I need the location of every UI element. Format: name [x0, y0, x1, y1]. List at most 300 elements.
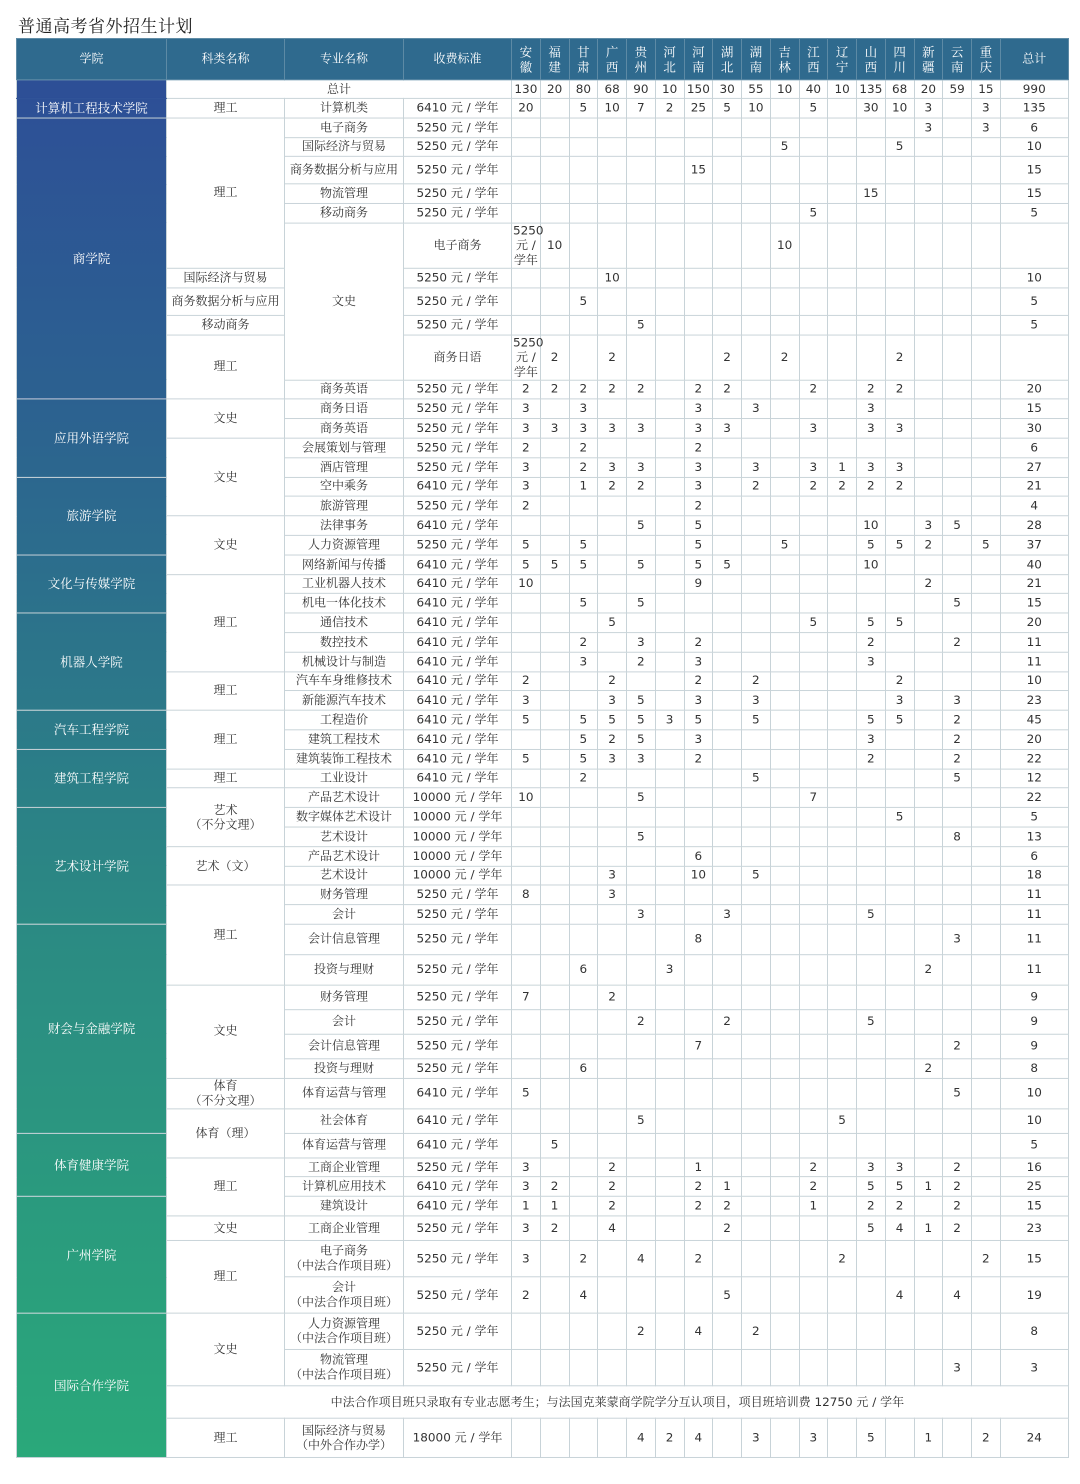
province-quota	[742, 1109, 771, 1134]
province-quota	[569, 268, 598, 287]
major-name: 电子商务	[285, 118, 404, 137]
province-quota	[885, 223, 914, 268]
province-quota	[914, 769, 943, 788]
province-quota	[713, 749, 742, 768]
province-quota	[598, 1034, 627, 1059]
header-province: 贵 州	[627, 38, 656, 79]
province-quota: 1	[684, 1158, 713, 1177]
row-total: 135	[1000, 98, 1068, 117]
province-quota	[914, 710, 943, 729]
province-quota	[972, 827, 1001, 846]
province-quota: 3	[512, 477, 541, 496]
province-quota: 1	[914, 1216, 943, 1241]
province-quota: 2	[512, 438, 541, 457]
row-total: 13	[1000, 827, 1068, 846]
province-quota: 5	[512, 555, 541, 574]
province-quota	[770, 1133, 799, 1158]
province-quota	[799, 905, 828, 924]
province-quota	[713, 1078, 742, 1108]
province-quota	[770, 1313, 799, 1349]
row-total: 30	[1000, 419, 1068, 438]
category-name: 理工	[167, 885, 285, 985]
fee-value: 5250 元 / 学年	[513, 335, 544, 379]
province-quota	[799, 335, 828, 380]
province-quota	[742, 1241, 771, 1277]
fee-value: 5250 元 / 学年	[404, 137, 512, 156]
major-name: 数字媒体艺术设计	[285, 808, 404, 827]
row-total: 11	[1000, 633, 1068, 652]
province-quota	[770, 1158, 799, 1177]
province-quota	[828, 866, 857, 885]
row-total: 4	[1000, 496, 1068, 515]
province-quota: 2	[972, 1418, 1001, 1457]
province-quota	[857, 885, 886, 904]
province-quota	[770, 458, 799, 477]
province-quota	[598, 516, 627, 535]
province-quota: 2	[627, 1313, 656, 1349]
province-quota	[627, 1177, 656, 1196]
table-row	[17, 1078, 1069, 1108]
major-name: 体育运营与管理	[285, 1133, 404, 1158]
province-quota	[799, 827, 828, 846]
province-quota	[885, 574, 914, 593]
province-quota: 2	[684, 1197, 713, 1216]
province-quota: 2	[598, 985, 627, 1010]
province-quota	[684, 268, 713, 287]
province-quota: 5	[569, 555, 598, 574]
province-quota: 2	[512, 671, 541, 690]
row-total: 20	[1000, 613, 1068, 632]
province-quota	[713, 613, 742, 632]
province-quota: 10	[742, 98, 771, 117]
major-name: 空中乘务	[285, 477, 404, 496]
province-quota	[972, 1350, 1001, 1386]
province-quota	[857, 223, 886, 268]
table-row	[17, 1109, 1069, 1134]
province-quota	[512, 157, 541, 184]
major-name: 商务英语	[285, 380, 404, 399]
province-quota	[569, 924, 598, 954]
major-name: 酒店管理	[285, 458, 404, 477]
table-row	[17, 885, 1069, 904]
province-quota	[943, 458, 972, 477]
province-quota	[885, 438, 914, 457]
row-total: 15	[1000, 399, 1068, 418]
province-quota	[972, 315, 1001, 334]
province-quota	[943, 1418, 972, 1457]
province-quota	[627, 118, 656, 137]
province-quota: 5	[943, 594, 972, 613]
table-body	[17, 80, 1069, 1458]
province-quota	[713, 496, 742, 515]
province-quota	[885, 885, 914, 904]
province-quota	[540, 652, 569, 671]
province-quota	[742, 315, 771, 334]
province-quota	[684, 1216, 713, 1241]
province-quota	[914, 496, 943, 515]
fee-value: 6410 元 / 学年	[404, 1133, 512, 1158]
province-quota	[857, 204, 886, 223]
province-quota	[569, 671, 598, 690]
province-quota: 3	[598, 749, 627, 768]
province-quota	[713, 866, 742, 885]
province-quota	[655, 204, 684, 223]
province-quota: 3	[684, 399, 713, 418]
province-quota	[914, 730, 943, 749]
sum-row-value: 130	[512, 80, 541, 99]
header-province: 新 疆	[914, 38, 943, 79]
province-quota	[713, 315, 742, 334]
province-quota	[684, 955, 713, 985]
major-name: 物流管理	[285, 184, 404, 203]
major-name: 建筑设计	[285, 1197, 404, 1216]
province-quota: 5	[799, 98, 828, 117]
province-quota: 1	[828, 458, 857, 477]
province-quota	[828, 1350, 857, 1386]
province-quota	[885, 788, 914, 807]
province-quota	[770, 1034, 799, 1059]
province-quota	[655, 458, 684, 477]
province-quota	[857, 1078, 886, 1108]
province-quota	[713, 730, 742, 749]
province-quota: 2	[857, 477, 886, 496]
province-quota	[943, 788, 972, 807]
province-quota: 10	[512, 788, 541, 807]
province-quota	[914, 885, 943, 904]
province-quota	[713, 184, 742, 203]
province-quota	[655, 1350, 684, 1386]
province-quota	[655, 419, 684, 438]
province-quota	[627, 866, 656, 885]
province-quota	[914, 380, 943, 399]
province-quota	[943, 137, 972, 156]
row-total: 10	[1000, 671, 1068, 690]
province-quota	[540, 137, 569, 156]
province-quota	[885, 184, 914, 203]
province-quota: 5	[569, 535, 598, 554]
province-quota: 2	[684, 1177, 713, 1196]
row-total: 15	[1000, 157, 1068, 184]
college-name: 体育健康学院	[17, 1133, 167, 1196]
province-quota	[569, 516, 598, 535]
province-quota: 2	[885, 335, 914, 380]
table-row	[17, 1241, 1069, 1277]
province-quota: 5	[627, 516, 656, 535]
province-quota	[742, 749, 771, 768]
province-quota	[914, 985, 943, 1010]
province-quota	[770, 157, 799, 184]
province-quota	[972, 652, 1001, 671]
province-quota	[857, 335, 886, 380]
province-quota	[598, 633, 627, 652]
province-quota	[972, 516, 1001, 535]
province-quota	[627, 808, 656, 827]
table-row	[17, 769, 1069, 788]
fee-value: 5250 元 / 学年	[404, 535, 512, 554]
province-quota	[914, 1350, 943, 1386]
province-quota	[713, 710, 742, 729]
province-quota: 2	[655, 98, 684, 117]
province-quota: 6	[569, 955, 598, 985]
fee-value: 5250 元 / 学年	[404, 184, 512, 203]
province-quota	[742, 438, 771, 457]
fee-value: 5250 元 / 学年	[404, 1034, 512, 1059]
province-quota	[828, 691, 857, 710]
province-quota	[885, 1109, 914, 1134]
province-quota: 2	[512, 380, 541, 399]
province-quota	[627, 1133, 656, 1158]
province-quota	[512, 516, 541, 535]
fee-value: 5250 元 / 学年	[404, 419, 512, 438]
province-quota	[943, 846, 972, 865]
table-row	[17, 516, 1069, 535]
category-name: 理工	[167, 98, 285, 117]
province-quota	[627, 288, 656, 315]
province-quota	[828, 924, 857, 954]
province-quota	[885, 924, 914, 954]
major-name: 通信技术	[285, 613, 404, 632]
province-quota	[540, 438, 569, 457]
fee-value: 6410 元 / 学年	[404, 710, 512, 729]
province-quota: 4	[885, 1277, 914, 1313]
province-quota	[857, 924, 886, 954]
province-quota	[684, 315, 713, 334]
province-quota: 5	[799, 204, 828, 223]
province-quota	[943, 535, 972, 554]
province-quota	[943, 905, 972, 924]
province-quota	[770, 399, 799, 418]
province-quota: 3	[799, 1418, 828, 1457]
province-quota	[972, 335, 1001, 380]
province-quota	[972, 710, 1001, 729]
major-name: 国际经济与贸易	[167, 268, 285, 287]
province-quota	[828, 137, 857, 156]
row-total: 22	[1000, 749, 1068, 768]
province-quota: 5	[857, 905, 886, 924]
province-quota: 5	[512, 1078, 541, 1108]
province-quota	[742, 1059, 771, 1078]
province-quota	[770, 98, 799, 117]
province-quota	[655, 1241, 684, 1277]
province-quota	[627, 268, 656, 287]
province-quota	[569, 1350, 598, 1386]
province-quota: 5	[770, 137, 799, 156]
province-quota	[828, 438, 857, 457]
province-quota	[885, 496, 914, 515]
province-quota	[569, 315, 598, 334]
province-quota	[540, 458, 569, 477]
province-quota	[1000, 223, 1068, 268]
province-quota: 2	[540, 335, 569, 380]
fee-value: 5250 元 / 学年	[404, 1313, 512, 1349]
province-quota	[857, 496, 886, 515]
row-total: 6	[1000, 846, 1068, 865]
row-total: 15	[1000, 1241, 1068, 1277]
province-quota	[655, 1010, 684, 1035]
province-quota	[885, 1034, 914, 1059]
province-quota	[742, 419, 771, 438]
row-total: 10	[1000, 1078, 1068, 1108]
fee-value: 6410 元 / 学年	[404, 749, 512, 768]
province-quota	[540, 184, 569, 203]
province-quota	[512, 118, 541, 137]
province-quota	[598, 184, 627, 203]
province-quota	[540, 535, 569, 554]
province-quota	[914, 315, 943, 334]
province-quota	[540, 1109, 569, 1134]
fee-value: 6410 元 / 学年	[404, 1109, 512, 1134]
province-quota	[799, 574, 828, 593]
sum-row-value: 150	[684, 80, 713, 99]
major-name: 会计信息管理	[285, 1034, 404, 1059]
province-quota	[540, 671, 569, 690]
province-quota	[972, 1133, 1001, 1158]
province-quota	[598, 223, 627, 268]
province-quota: 3	[742, 458, 771, 477]
major-name: 人力资源管理	[285, 535, 404, 554]
province-quota	[857, 137, 886, 156]
province-quota	[655, 535, 684, 554]
province-quota	[742, 633, 771, 652]
province-quota: 3	[972, 98, 1001, 117]
province-quota: 3	[799, 458, 828, 477]
college-name: 财会与金融学院	[17, 924, 167, 1133]
province-quota	[914, 1034, 943, 1059]
province-quota	[713, 885, 742, 904]
table-row	[17, 288, 1069, 315]
province-quota	[943, 1010, 972, 1035]
header-province: 甘 肃	[569, 38, 598, 79]
province-quota	[512, 594, 541, 613]
province-quota	[742, 1277, 771, 1313]
province-quota	[742, 1197, 771, 1216]
province-quota	[799, 1313, 828, 1349]
province-quota	[828, 885, 857, 904]
province-quota	[540, 924, 569, 954]
province-quota	[914, 137, 943, 156]
province-quota	[598, 1109, 627, 1134]
province-quota	[627, 535, 656, 554]
province-quota: 3	[713, 419, 742, 438]
province-quota	[713, 288, 742, 315]
province-quota: 5	[598, 710, 627, 729]
province-quota	[972, 223, 1001, 268]
province-quota	[512, 846, 541, 865]
row-total: 11	[1000, 652, 1068, 671]
fee-value: 6410 元 / 学年	[404, 555, 512, 574]
table-row	[17, 335, 1069, 380]
row-total: 10	[1000, 137, 1068, 156]
province-quota	[713, 1034, 742, 1059]
province-quota	[799, 866, 828, 885]
college-name: 广州学院	[17, 1197, 167, 1314]
province-quota	[770, 1078, 799, 1108]
category-name: 文史	[167, 438, 285, 516]
province-quota: 2	[799, 477, 828, 496]
province-quota	[972, 574, 1001, 593]
major-name: 艺术设计	[285, 866, 404, 885]
major-name: 商务数据分析与应用	[285, 157, 404, 184]
province-quota	[684, 808, 713, 827]
province-quota: 2	[598, 1197, 627, 1216]
province-quota	[598, 555, 627, 574]
province-quota	[655, 157, 684, 184]
province-quota	[569, 1034, 598, 1059]
province-quota	[684, 769, 713, 788]
province-quota: 3	[512, 1216, 541, 1241]
province-quota	[828, 315, 857, 334]
province-quota	[540, 1313, 569, 1349]
table-row	[17, 1418, 1069, 1457]
province-quota	[569, 613, 598, 632]
sum-row-value: 55	[742, 80, 771, 99]
province-quota	[770, 866, 799, 885]
province-quota	[655, 749, 684, 768]
province-quota	[713, 955, 742, 985]
province-quota	[943, 1109, 972, 1134]
province-quota	[857, 769, 886, 788]
province-quota	[799, 223, 828, 268]
province-quota	[627, 574, 656, 593]
province-quota: 2	[627, 380, 656, 399]
province-quota: 5	[885, 808, 914, 827]
province-quota: 5	[857, 1418, 886, 1457]
province-quota	[943, 985, 972, 1010]
province-quota	[799, 268, 828, 287]
major-name: 建筑装饰工程技术	[285, 749, 404, 768]
province-quota: 3	[914, 516, 943, 535]
province-quota	[914, 1010, 943, 1035]
province-quota	[857, 574, 886, 593]
province-quota	[598, 924, 627, 954]
category-name: 理工	[167, 769, 285, 788]
province-quota	[540, 516, 569, 535]
province-quota	[857, 1034, 886, 1059]
province-quota	[799, 516, 828, 535]
province-quota	[627, 846, 656, 865]
province-quota	[655, 184, 684, 203]
fee-value: 5250 元 / 学年	[404, 438, 512, 457]
fee-value: 5250 元 / 学年	[404, 924, 512, 954]
province-quota	[828, 652, 857, 671]
table-row	[17, 1158, 1069, 1177]
province-quota	[627, 223, 656, 268]
fee-value: 10000 元 / 学年	[404, 808, 512, 827]
province-quota	[828, 846, 857, 865]
province-quota: 5	[684, 535, 713, 554]
province-quota	[655, 118, 684, 137]
province-quota	[828, 788, 857, 807]
province-quota	[972, 496, 1001, 515]
fee-value: 5250 元 / 学年	[404, 458, 512, 477]
province-quota	[655, 1078, 684, 1108]
sum-row-value: 68	[885, 80, 914, 99]
province-quota: 3	[598, 691, 627, 710]
province-quota	[569, 1133, 598, 1158]
province-quota	[770, 1216, 799, 1241]
province-quota	[828, 399, 857, 418]
province-quota	[972, 1059, 1001, 1078]
province-quota	[512, 1350, 541, 1386]
province-quota	[742, 574, 771, 593]
province-quota	[770, 574, 799, 593]
province-quota: 3	[684, 458, 713, 477]
province-quota	[627, 335, 656, 380]
province-quota	[655, 1059, 684, 1078]
province-quota: 6	[569, 1059, 598, 1078]
province-quota: 3	[857, 419, 886, 438]
province-quota	[569, 1418, 598, 1457]
